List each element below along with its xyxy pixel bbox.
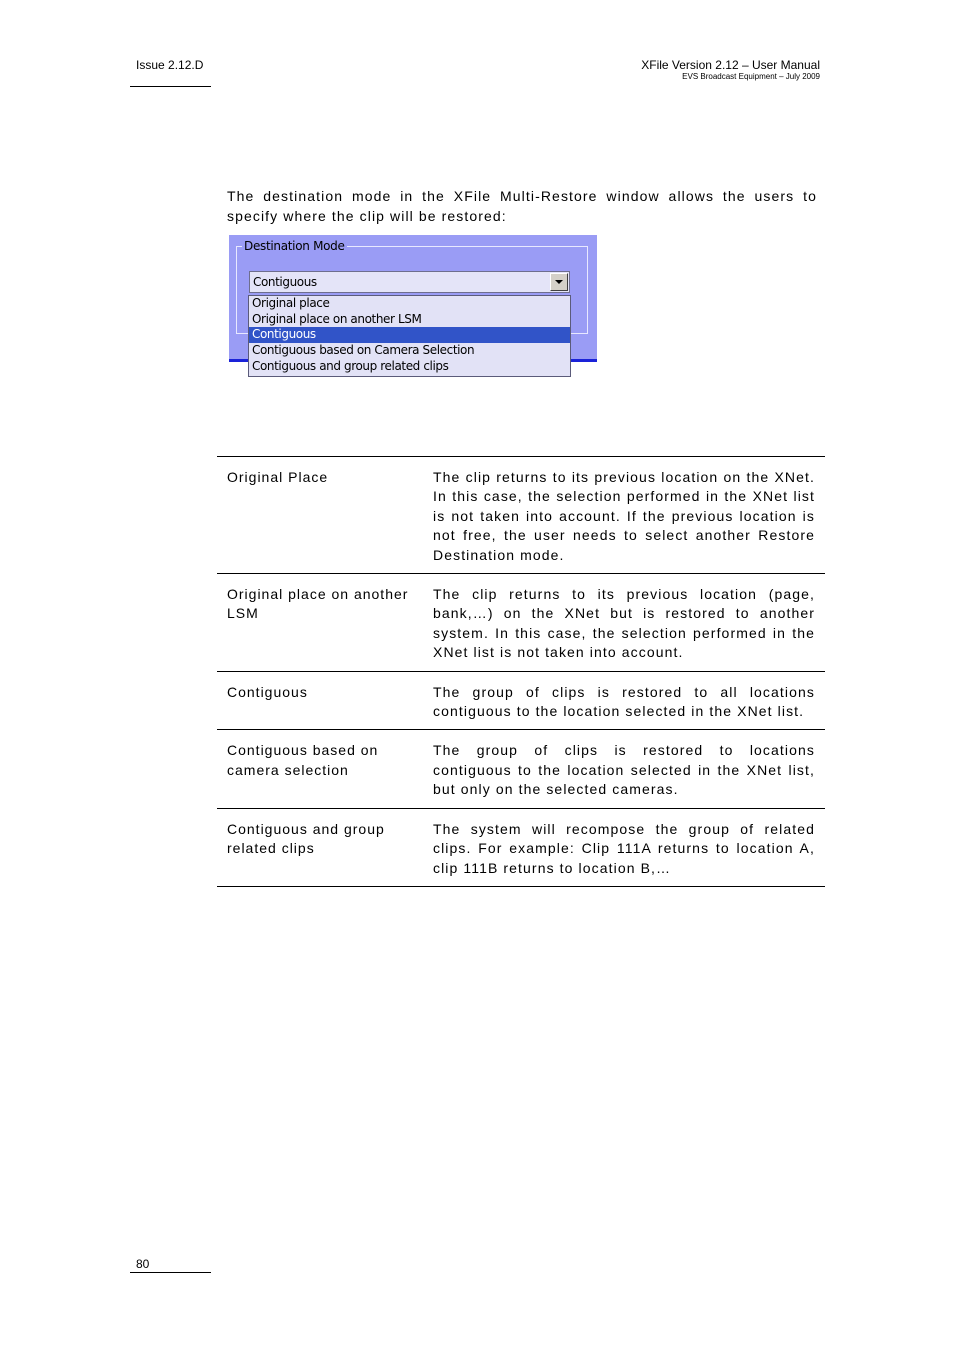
intro-paragraph: The destination mode in the XFile Multi-Restore window allows the users to specify where the clip will be restored: (227, 188, 817, 224)
issue-label: Issue 2.12.D (136, 58, 204, 72)
header-divider (130, 86, 211, 87)
dropdown-option-contiguous-group-related[interactable]: Contiguous and group related clips (252, 358, 449, 373)
manual-title: XFile Version 2.12 – User Manual (641, 58, 820, 72)
dropdown-option-contiguous[interactable]: Contiguous (249, 327, 570, 343)
destination-modes-table (217, 456, 825, 887)
mode-description: The system will recompose the group of related clips. For example: Clip 111A returns to location A, clip 111B returns to location B,… (433, 820, 815, 876)
table-row (217, 672, 825, 731)
publisher-line: EVS Broadcast Equipment – July 2009 (682, 72, 820, 81)
mode-term: Contiguous based on camera selection (227, 742, 379, 778)
mode-description: The clip returns to its previous location (page, bank,…) on the XNet but is restored to another system. In this case, the selection performed in the XNet list is not taken into account. (433, 586, 815, 661)
mode-description: The clip returns to its previous location on the XNet. In this case, the selection performed in the XNet list is not taken into account. If the previous location is not free, the user needs to select another Restore Destination mode. (433, 469, 815, 563)
mode-description: The group of clips is restored to all locations contiguous to the location selected in the XNet list. (433, 683, 815, 720)
combobox-value: Contiguous (253, 275, 317, 289)
mode-term: Original Place (227, 469, 329, 485)
dropdown-option-contiguous-camera-selection[interactable]: Contiguous based on Camera Selection (252, 343, 475, 358)
destination-mode-dropdown-list (248, 295, 571, 377)
mode-description: The group of clips is restored to locations contiguous to the location selected in the XNet list, but only on the selected cameras. (433, 742, 815, 798)
dropdown-option-original-place[interactable]: Original place (252, 296, 330, 310)
footer-divider (130, 1272, 211, 1273)
page-number: 80 (136, 1257, 150, 1271)
chevron-down-icon[interactable] (550, 273, 568, 291)
table-row (217, 809, 825, 887)
mode-term: Original place on another LSM (227, 586, 409, 622)
mode-term: Contiguous and group related clips (227, 820, 385, 857)
mode-term: Contiguous (227, 683, 308, 700)
table-row (217, 730, 825, 808)
destination-mode-combobox[interactable] (249, 271, 570, 293)
dropdown-option-original-place-another-lsm[interactable]: Original place on another LSM (252, 311, 422, 326)
running-header (641, 58, 820, 82)
table-row (217, 574, 825, 672)
table-row (217, 457, 825, 574)
destination-mode-label: Destination Mode (244, 239, 345, 253)
